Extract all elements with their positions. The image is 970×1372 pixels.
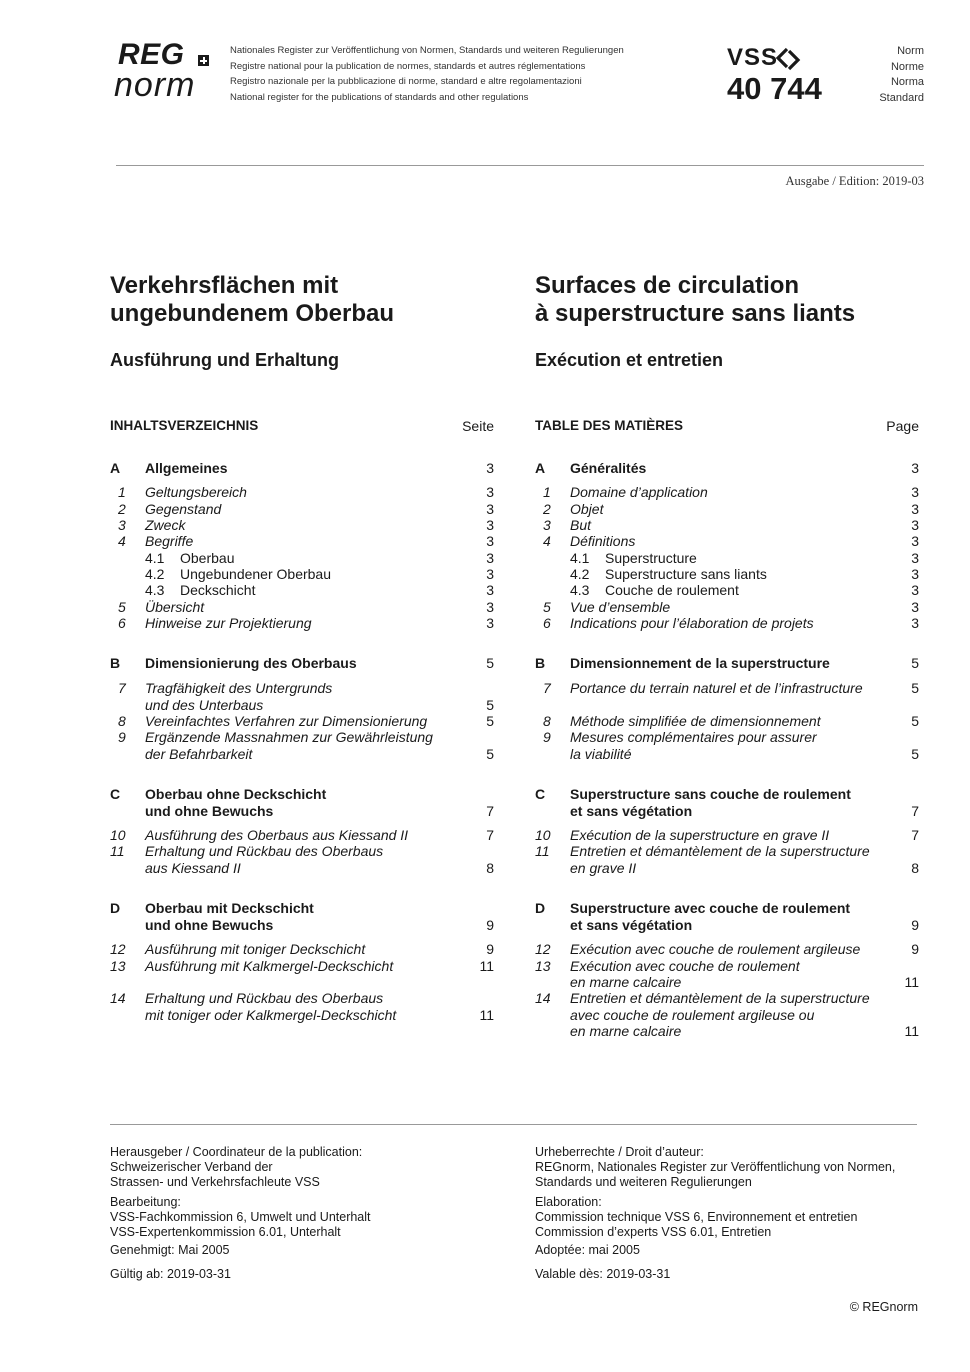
toc-entry-number: 3 [118,517,126,533]
toc-entry-number: 3 [543,517,551,533]
toc-entry-title: Vereinfachtes Verfahren zur Dimensionierung [145,713,428,729]
copyright-line: Standards und weiteren Regulierungen [535,1175,752,1189]
toc-entry-page: 7 [911,802,919,819]
title-de-line2: ungebundenem Oberbau [110,300,395,327]
toc-entry-title: Gegenstand [145,500,222,517]
norm-word-it: Norma [890,76,924,88]
norm-word-en: Standard [879,91,924,104]
toc-entry-page: 3 [911,598,919,615]
regnorm-logo-norm: norm [114,66,196,104]
toc-entry-number: 10 [535,827,551,843]
regnorm-logo-reg: REG [118,38,185,71]
toc-entry-title: Méthode simplifiée de dimensionnement [570,713,821,729]
toc-entry-page: 5 [486,696,494,713]
footer-divider [110,1124,917,1125]
toc-entry-page: 3 [486,549,494,566]
toc-entry-title: Exécution de la superstructure en grave II [570,827,830,843]
toc-entry-number: 5 [118,598,126,615]
publisher-line: Schweizerischer Verband der [110,1160,273,1174]
toc-entry-page: 3 [486,598,494,615]
toc-entry-number: 10 [110,827,126,843]
toc-entry-title: Ausführung mit Kalkmergel-Deckschicht [145,957,394,974]
toc-entry-number: 14 [535,990,551,1006]
toc-entry-number: 12 [110,941,126,957]
toc-entry-number: 4.3 [145,582,165,598]
toc-entry-page: 9 [911,916,919,933]
vss-logo: VSS [727,44,779,71]
toc-entry-title: But [570,517,592,533]
toc-entry-title: Entretien et démantèlement de la superstructure [570,843,870,859]
toc-entry-page: 3 [486,533,494,549]
toc-entry-title: Erhaltung und Rückbau des Oberbaus [145,843,384,859]
toc-entry-page: 9 [486,916,494,933]
register-line-de: Nationales Register zur Veröffentlichung von Normen, Standards und weiteren Regulierungen [230,45,624,56]
publisher-label: Herausgeber / Coordinateur de la publication: [110,1145,363,1159]
copyright-line: REGnorm, Nationales Register zur Veröffentlichung von Normen, [535,1160,896,1174]
toc-entry-page: 3 [486,582,494,598]
title-fr-line2: à superstructure sans liants [535,300,856,327]
toc-entry-number: 7 [543,680,551,696]
elaboration-line: Commission d’experts VSS 6.01, Entretien [535,1225,772,1239]
toc-entry-number: 1 [118,484,126,500]
toc-entry-title: Oberbau [180,549,235,566]
toc-entry-number: 2 [543,500,551,517]
toc-entry-page: 3 [911,484,919,500]
publisher-line: Strassen- und Verkehrsfachleute VSS [110,1175,320,1189]
toc-entry-page: 11 [904,1022,919,1039]
toc-entry-title: la viabilité [570,745,632,762]
copyright-label: Urheberrechte / Droit d’auteur: [535,1145,704,1159]
toc-entry-title: Ungebundener Oberbau [180,566,332,582]
toc-entry-title: Superstructure sans couche de roulement [570,786,851,802]
toc-entry-title: Tragfähigkeit des Untergrunds [145,680,333,696]
register-line-fr: Registre national pour la publication de normes, standards et autres réglementations [230,60,586,72]
toc-entry-number: 4.2 [570,566,590,582]
toc-entry-title: und des Unterbaus [145,696,264,713]
norm-word-fr: Norme [890,60,924,73]
toc-entry-number: 2 [118,500,126,517]
toc-entry-title: der Befahrbarkeit [145,745,253,762]
toc-entry-page: 5 [911,713,919,729]
toc-entry-number: 11 [535,843,550,859]
toc-entry-page: 3 [911,582,919,598]
title-fr-line1: Surfaces de circulation [535,272,800,299]
toc-entry-page: 8 [911,859,919,876]
toc-entry-title: Begriffe [145,533,194,549]
toc-entry-page: 5 [911,680,919,696]
approved-date: Genehmigt: Mai 2005 [110,1243,230,1257]
toc-entry-number: 9 [543,729,551,745]
toc-entry-number: 9 [118,729,126,745]
toc-entry-page: 3 [486,566,494,582]
toc-entry-number: 4.2 [145,566,165,582]
toc-entry-title: Ergänzende Massnahmen zur Gewährleistung [145,729,433,745]
toc-entry-page: 3 [911,533,919,549]
toc-entry-number: 4 [543,533,551,549]
toc-entry-title: und ohne Bewuchs [145,802,274,819]
toc-entry-title: Zweck [145,517,186,533]
toc-entry-title: en grave II [570,859,637,876]
standard-number: 40 744 [727,71,822,106]
toc-entry-title: Superstructure sans liants [605,566,767,582]
toc-entry-title: Indications pour l’élaboration de projets [570,615,814,631]
valid-date-de: Gültig ab: 2019-03-31 [110,1267,231,1281]
toc-entry-title: mit toniger oder Kalkmergel-Deckschicht [145,1006,397,1023]
toc-entry-number: 4.3 [570,582,590,598]
toc-entry-number: C [110,786,121,802]
swiss-cross-icon [198,55,209,66]
vss-arrows-icon [775,46,803,72]
toc-entry-title: Dimensionierung des Oberbaus [145,655,357,671]
toc-entry-number: 6 [118,615,126,631]
toc-entry-number: 11 [110,843,125,859]
toc-entry-number: 4.1 [570,549,590,566]
toc-entry-number: 1 [543,484,551,500]
toc-entry-page: 5 [486,745,494,762]
toc-entry-title: Deckschicht [180,582,256,598]
toc-entry-title: Exécution avec couche de roulement argileuse [570,941,861,957]
toc-entry-page: 5 [911,745,919,762]
toc-entry-page: 3 [911,615,919,631]
toc-entry-page: 3 [486,460,494,476]
toc-entry-number: 7 [118,680,126,696]
elaboration-line: Commission technique VSS 6, Environnement et entretien [535,1210,858,1224]
elaboration-label: Elaboration: [535,1195,602,1209]
toc-entry-page: 9 [486,941,494,957]
toc-entry-number: 5 [543,598,551,615]
toc-entry-page: 3 [911,566,919,582]
toc-entry-number: A [110,460,121,476]
toc-entry-title: Dimensionnement de la superstructure [570,655,830,671]
toc-entry-page: 7 [486,802,494,819]
toc-entry-title: Objet [570,500,604,517]
toc-entry-title: et sans végétation [570,916,693,933]
toc-entry-number: 4.1 [145,549,165,566]
toc-entry-title: Entretien et démantèlement de la superstructure [570,990,870,1006]
toc-entry-page: 7 [486,827,494,843]
toc-entry-number: 13 [535,957,551,974]
toc-entry-title: Hinweise zur Projektierung [145,615,312,631]
toc-page-heading-fr: Page [886,418,919,434]
toc-entry-title: Ausführung des Oberbaus aus Kiessand II [145,827,409,843]
toc-entry-number: B [110,655,121,671]
toc-entry-title: Exécution avec couche de roulement [570,957,800,974]
toc-entry-title: Allgemeines [145,460,228,476]
header-divider [116,165,924,166]
toc-entry-title: Superstructure avec couche de roulement [570,900,851,916]
toc-entry-number: C [535,786,546,802]
toc-entry-page: 3 [911,517,919,533]
toc-entry-title: Ausführung mit toniger Deckschicht [145,941,366,957]
toc-entry-number: 12 [535,941,551,957]
toc-entry-page: 3 [486,517,494,533]
toc-entry-title: Erhaltung und Rückbau des Oberbaus [145,990,384,1006]
toc-page-heading-de: Seite [462,418,494,434]
toc-entry-title: et sans végétation [570,802,693,819]
toc-entry-number: 13 [110,957,126,974]
toc-entry-page: 5 [911,655,919,671]
copyright-notice: © REGnorm [849,1300,918,1314]
toc-entry-page: 3 [911,460,919,476]
toc-entry-title: und ohne Bewuchs [145,916,274,933]
toc-heading-de: INHALTSVERZEICHNIS [110,418,259,433]
toc-entry-page: 11 [479,1006,494,1023]
edition-label: Ausgabe / Edition: 2019-03 [785,174,924,188]
toc-entry-number: B [535,655,546,671]
toc-entry-title: Couche de roulement [605,582,739,598]
toc-entry-title: Oberbau mit Deckschicht [145,900,314,916]
toc-entry-title: Geltungsbereich [145,484,247,500]
editing-label: Bearbeitung: [110,1195,181,1209]
toc-entry-page: 11 [904,973,919,990]
toc-entry-page: 5 [486,713,494,729]
toc-entry-page: 5 [486,655,494,671]
register-line-en: National register for the publications of standards and other regulations [230,91,529,103]
subtitle-fr: Exécution et entretien [535,350,724,370]
toc-entry-title: Mesures complémentaires pour assurer [570,729,817,745]
register-line-it: Registro nazionale per la pubblicazione di norme, standard e altre regolamentazioni [230,76,582,87]
toc-entry-title: Vue d’ensemble [570,598,671,615]
toc-entry-title: Portance du terrain naturel et de l’infrastructure [570,680,863,696]
toc-entry-page: 3 [486,615,494,631]
toc-entry-page: 7 [911,827,919,843]
adopted-date: Adoptée: mai 2005 [535,1243,640,1257]
toc-entry-page: 11 [479,957,494,974]
toc-entry-number: 6 [543,615,551,631]
toc-entry-page: 3 [911,500,919,517]
toc-entry-title: aus Kiessand II [145,859,241,876]
toc-entry-title: Oberbau ohne Deckschicht [145,786,327,802]
toc-entry-number: 8 [118,713,126,729]
editing-line: VSS-Expertenkommission 6.01, Unterhalt [110,1225,341,1239]
toc-entry-number: D [535,900,546,916]
toc-heading-fr: TABLE DES MATIÈRES [535,418,684,433]
toc-entry-title: Définitions [570,533,636,549]
toc-entry-page: 3 [911,549,919,566]
editing-line: VSS-Fachkommission 6, Umwelt und Unterhalt [110,1210,371,1224]
toc-entry-title: Domaine d’application [570,484,708,500]
toc-entry-number: 8 [543,713,551,729]
toc-entry-title: Übersicht [145,598,205,615]
toc-entry-number: A [535,460,546,476]
toc-entry-number: D [110,900,121,916]
toc-entry-page: 3 [486,500,494,517]
toc-entry-number: 4 [118,533,126,549]
toc-entry-page: 9 [911,941,919,957]
norm-word-de: Norm [897,45,924,57]
toc-entry-page: 8 [486,859,494,876]
toc-entry-title: en marne calcaire [570,1022,682,1039]
toc-entry-page: 3 [486,484,494,500]
subtitle-de: Ausführung und Erhaltung [110,350,339,370]
toc-entry-title: avec couche de roulement argileuse ou [570,1006,815,1023]
toc-entry-title: Superstructure [605,549,697,566]
toc-entry-title: Généralités [570,460,647,476]
toc-entry-title: en marne calcaire [570,973,682,990]
valid-date-fr: Valable dès: 2019-03-31 [535,1267,671,1281]
title-de-line1: Verkehrsflächen mit [110,272,339,299]
toc-entry-number: 14 [110,990,126,1006]
